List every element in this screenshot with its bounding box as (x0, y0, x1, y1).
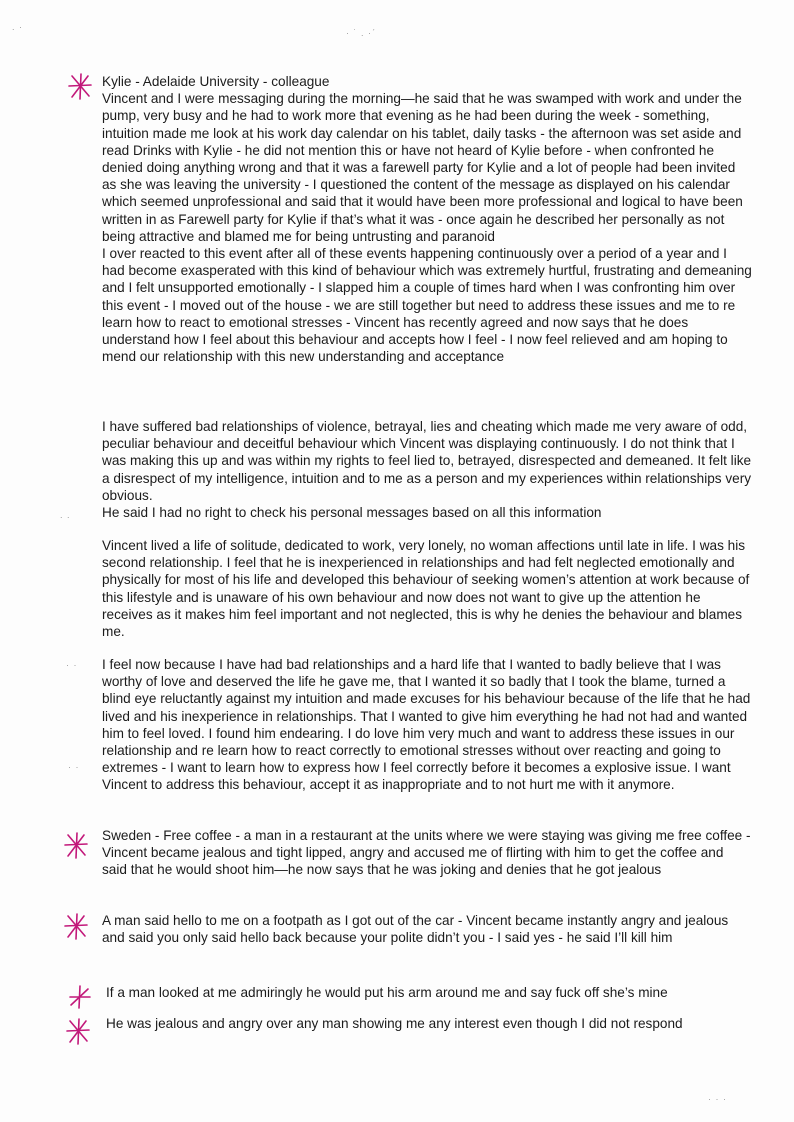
text-line: I over reacted to this event after all of these events happening continuously over a period of a year and I had become exasperated with this kind of behaviour which was extremely hurtful, frustrating and demeaning and I felt unsupported emotionally - I slapped him a couple of times hard when I was confronting him over this event - I moved out of the house - we are still together but need to address these issues and me to re learn how to react to emotional stresses - Vincent has recently agreed and now says that he does understand how I feel about this behaviour and accepts how I feel - I now feel relieved and am hoping to mend our relationship with this new understanding and acceptance (102, 246, 752, 365)
paragraph-sweden (102, 827, 752, 879)
heading-kylie: Kylie - Adelaide University - colleague (102, 74, 330, 89)
text-line: If a man looked at me admiringly he would put his arm around me and say fuck off she’s mine (106, 985, 668, 1000)
text-line: I feel now because I have had bad relationships and a hard life that I wanted to badly believe that I was worthy of love and deserved the life he gave me, that I wanted it so badly that I took the blame, turned a blind eye reluctantly against my intuition and made excuses for his behaviour because of the life that he had lived and his inexperience in relationships. That I wanted to give him everything he had not had and wanted him to feel loved. I found him endearing. I do love him very much and want to address these issues in our relationship and re learn how to react correctly to emotional stresses without over reacting and going to extremes - I want to learn how to express how I feel correctly before it becomes a explosive issue. I want Vincent to address this behaviour, accept it as inappropriate and to not hurt me with it anymore. (102, 657, 751, 793)
paragraph-solitude (102, 537, 752, 640)
text-line: A man said hello to me on a footpath as I got out of the car - Vincent became instantly angry and jealous and said you only said hello back because your polite didn’t you - I said yes - he said I’ll kill him (102, 913, 729, 946)
text-line: I have suffered bad relationships of violence, betrayal, lies and cheating which made me very aware of odd, peculiar behaviour and deceitful behaviour which Vincent was displaying continuously. I do not think that I was making this up and was within my rights to feel lied to, betrayed, disrespected and demeaned. It felt like a disrespect of my intelligence, intuition and to me as a person and my experiences within relationships very obvious. (102, 419, 752, 503)
paragraph-admiringly (106, 984, 756, 1001)
asterisk-mark-icon (64, 1017, 92, 1045)
paragraph-suffered (102, 418, 752, 521)
asterisk-mark-icon (66, 72, 94, 100)
paragraph-feel-now (102, 656, 752, 794)
scan-speck: . · (12, 22, 23, 32)
scan-speck: · · · (708, 1094, 727, 1104)
scan-speck: · · (68, 762, 80, 772)
paragraph-hello (102, 912, 752, 946)
asterisk-mark-icon (62, 912, 90, 940)
text-line: Vincent lived a life of solitude, dedicated to work, very lonely, no woman affections until late in life. I was his second relationship. I feel that he is inexperienced in relationships and had felt neglected emotionally and physically for most of his life and developed this behaviour of seeking women’s attention at work because of this lifestyle and is unaware of his own behaviour and now does not want to give up the attention he receives as it makes him feel important and not neglected, this is why he denies the behaviour and blames me. (102, 538, 750, 640)
scan-speck: · · (66, 660, 78, 670)
paragraph-jealous (106, 1015, 756, 1032)
asterisk-mark-icon (62, 831, 90, 859)
text-line: He said I had no right to check his personal messages based on all this information (102, 505, 602, 521)
asterisk-mark-icon (66, 983, 94, 1011)
paragraph-kylie (102, 73, 752, 365)
scan-speck: · ˙ . ·ˊ (346, 28, 376, 38)
text-line: Vincent and I were messaging during the morning—he said that he was swamped with work and under the pump, very busy and he had to work more that evening as he had been during the week - something, intuition made me look at his work day calendar on his tablet, daily tasks - the afternoon was set aside and read Drinks with Kylie - he did not mention this or have not heard of Kylie before - when confronted he denied doing anything wrong and that it was a farewell party for Kylie and a lot of people had been invited as she was leaving the university - I questioned the content of the message as displayed on his calendar which seemed unprofessional and said that it would have been more professional and logical to have been written in as Farewell party for Kylie if that’s what it was - once again he described her personally as not being attractive and blamed me for being untrusting and paranoid (102, 91, 743, 244)
text-line: Sweden - Free coffee - a man in a restaurant at the units where we were staying was giving me free coffee - Vincent became jealous and tight lipped, angry and accused me of flirting with him to get the coffee and said that he would shoot him—he now says that he was joking and denies that he got jealous (102, 828, 751, 878)
scan-speck: . . (60, 510, 71, 520)
text-line: He was jealous and angry over any man showing me any interest even though I did not respond (106, 1016, 683, 1031)
